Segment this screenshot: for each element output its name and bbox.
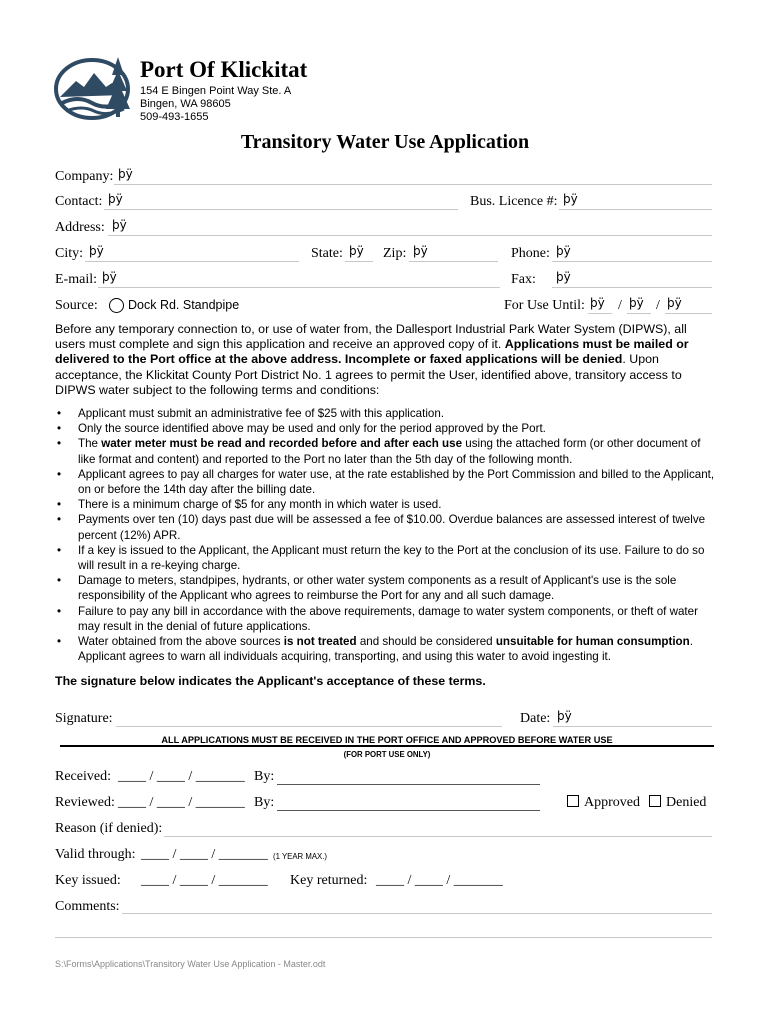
terms-list <box>54 406 716 664</box>
term-item: • Payments over ten (10) days past due will be assessed a fee of $10.00. Overdue balances are assessed interest of twelve percent (12%) APR. <box>57 513 706 542</box>
port-logo <box>54 55 134 123</box>
email-label: E-mail: <box>55 272 97 287</box>
footer-file-path: S:\Forms\Applications\Transitory Water Use Application - Master.odt <box>55 959 326 969</box>
source-option-label: Dock Rd. Standpipe <box>128 298 240 312</box>
date-label: Date: <box>520 711 551 726</box>
zip-underline <box>409 261 498 262</box>
use-until-day-field[interactable]: þÿ <box>629 296 644 310</box>
section-divider <box>60 745 714 747</box>
date-underline <box>553 726 712 727</box>
bullet-icon: • <box>57 467 62 481</box>
contact-field[interactable]: þÿ <box>108 192 123 206</box>
contact-label: Contact: <box>55 194 103 209</box>
company-underline <box>114 184 712 185</box>
date-field[interactable]: þÿ <box>557 709 572 723</box>
checkbox-icon <box>567 795 579 807</box>
term-item: • Water obtained from the above sources is not treated and should be considered unsuitable for human consumption. Applicant agrees to warn all individuals acquiring, transporting, and using this water to avoid ingesting it. <box>57 635 693 664</box>
term-item: • The water meter must be read and recorded before and after each use using the attached form (or other document of like format and content) and reported to the Port no later than the 5th day of the following month. <box>57 437 701 466</box>
notice-banner: ALL APPLICATIONS MUST BE RECEIVED IN THE PORT OFFICE AND APPROVED BEFORE WATER USE <box>161 735 613 745</box>
comments-field-line-2[interactable] <box>55 937 712 938</box>
state-underline <box>345 261 373 262</box>
bullet-icon: • <box>57 574 62 588</box>
bullet-icon: • <box>57 543 62 557</box>
zip-label: Zip: <box>383 246 407 261</box>
intro-paragraph <box>55 322 717 398</box>
bus-licence-label: Bus. Licence #: <box>470 194 558 209</box>
use-until-year-underline <box>665 313 712 314</box>
zip-field[interactable]: þÿ <box>413 244 428 258</box>
intro-text-3: . Upon acceptance, the Klickitat County Port District No. 1 agrees to permit the User, identified above, transitory access to DIPWS water subject to the following terms and conditions: <box>55 352 682 397</box>
received-by-label: By: <box>254 769 275 784</box>
use-until-slash-2: / <box>656 298 660 313</box>
bus-licence-underline <box>559 209 712 210</box>
key-issued-field[interactable]: ____ / ____ / _______ <box>141 873 268 888</box>
use-until-slash-1: / <box>618 298 622 313</box>
key-returned-field[interactable]: ____ / ____ / _______ <box>376 873 503 888</box>
key-issued-label: Key issued: <box>55 873 121 888</box>
fax-field[interactable]: þÿ <box>556 270 571 284</box>
use-until-year-field[interactable]: þÿ <box>667 296 682 310</box>
reviewed-by-field[interactable] <box>277 810 540 811</box>
fax-underline <box>552 287 712 288</box>
intro-text-1: Before any temporary connection to, or use of water from, the Dallesport Industrial Park Water System (DIPWS), all users must complete and sign this application and receive an approved copy of it. <box>55 322 687 352</box>
bullet-icon: • <box>57 437 62 451</box>
source-label: Source: <box>55 298 98 313</box>
address-field[interactable]: þÿ <box>112 218 127 232</box>
city-label: City: <box>55 246 84 261</box>
term-item: • Damage to meters, standpipes, hydrants, or other water system components as a result of Applicant's use is the sole responsibility of the Applicant who agrees to reimburse the Port for any and all such damage. <box>57 574 677 603</box>
reason-label: Reason (if denied): <box>55 821 163 836</box>
org-address-line1: 154 E Bingen Point Way Ste. A <box>140 85 292 97</box>
state-field[interactable]: þÿ <box>349 244 364 258</box>
reviewed-label: Reviewed: <box>55 795 115 810</box>
state-label: State: <box>311 246 343 261</box>
use-until-month-underline <box>588 313 612 314</box>
use-until-label: For Use Until: <box>504 298 585 313</box>
source-radio[interactable] <box>109 298 124 313</box>
received-label: Received: <box>55 769 111 784</box>
acceptance-statement: The signature below indicates the Applicant's acceptance of these terms. <box>55 674 486 688</box>
city-underline <box>85 261 299 262</box>
port-use-heading: (FOR PORT USE ONLY) <box>343 750 431 759</box>
received-by-field[interactable] <box>277 784 540 785</box>
term-item: • Applicant must submit an administrative fee of $25 with this application. <box>57 407 445 420</box>
reason-field[interactable] <box>164 836 712 837</box>
received-date-field[interactable]: ____ / ____ / _______ <box>118 769 245 784</box>
bullet-icon: • <box>57 604 62 618</box>
year-max-note: (1 YEAR MAX.) <box>273 852 328 861</box>
term-item: • Applicant agrees to pay all charges for water use, at the rate established by the Port Commission and billed to the Applicant, on or before the 14th day after the billing date. <box>57 467 715 497</box>
address-label: Address: <box>55 220 105 235</box>
intro-text-bold: Applications must be mailed or delivered to the Port office at the above address. Incomplete or faxed applications will be denied <box>55 337 689 367</box>
term-item: • If a key is issued to the Applicant, the Applicant must return the key to the Port at the conclusion of its use. Failure to do so will result in a re-keying charge. <box>57 543 705 573</box>
reviewed-date-field[interactable]: ____ / ____ / _______ <box>118 795 245 810</box>
email-field[interactable]: þÿ <box>102 270 117 284</box>
phone-label: Phone: <box>511 246 550 261</box>
valid-through-field[interactable]: ____ / ____ / _______ <box>141 847 268 862</box>
contact-underline <box>104 209 458 210</box>
company-label: Company: <box>55 169 114 184</box>
bullet-icon: • <box>57 407 62 420</box>
signature-field[interactable] <box>116 726 502 727</box>
term-item: • Failure to pay any bill in accordance with the above requirements, damage to water system components, or theft of water may result in the denial of future applications. <box>57 604 698 633</box>
approved-checkbox[interactable]: Approved <box>567 795 640 811</box>
bus-licence-field[interactable]: þÿ <box>563 192 578 206</box>
comments-label: Comments: <box>55 899 120 914</box>
email-underline <box>98 287 500 288</box>
bullet-icon: • <box>57 513 62 527</box>
denied-checkbox[interactable]: Denied <box>649 795 706 811</box>
signature-label: Signature: <box>55 711 113 726</box>
checkbox-icon <box>649 795 661 807</box>
org-address-line2: Bingen, WA 98605 <box>140 98 231 110</box>
phone-underline <box>552 261 712 262</box>
term-item: • There is a minimum charge of $5 for any month in which water is used. <box>57 498 442 512</box>
fax-label: Fax: <box>511 272 536 287</box>
bullet-icon: • <box>57 635 62 649</box>
city-field[interactable]: þÿ <box>89 244 104 258</box>
use-until-month-field[interactable]: þÿ <box>590 296 605 310</box>
phone-field[interactable]: þÿ <box>556 244 571 258</box>
org-phone: 509-493-1655 <box>140 111 209 123</box>
term-item: • Only the source identified above may be used and only for the period approved by the Port. <box>57 422 546 436</box>
bullet-icon: • <box>57 498 62 512</box>
key-returned-label: Key returned: <box>290 873 368 888</box>
company-field[interactable]: þÿ <box>118 167 133 181</box>
address-underline <box>108 235 712 236</box>
org-name: Port Of Klickitat <box>140 57 308 82</box>
form-title: Transitory Water Use Application <box>240 131 530 153</box>
use-until-day-underline <box>627 313 651 314</box>
bullet-icon: • <box>57 422 62 436</box>
reviewed-by-label: By: <box>254 795 275 810</box>
valid-through-label: Valid through: <box>55 847 136 862</box>
comments-field[interactable] <box>122 913 712 914</box>
